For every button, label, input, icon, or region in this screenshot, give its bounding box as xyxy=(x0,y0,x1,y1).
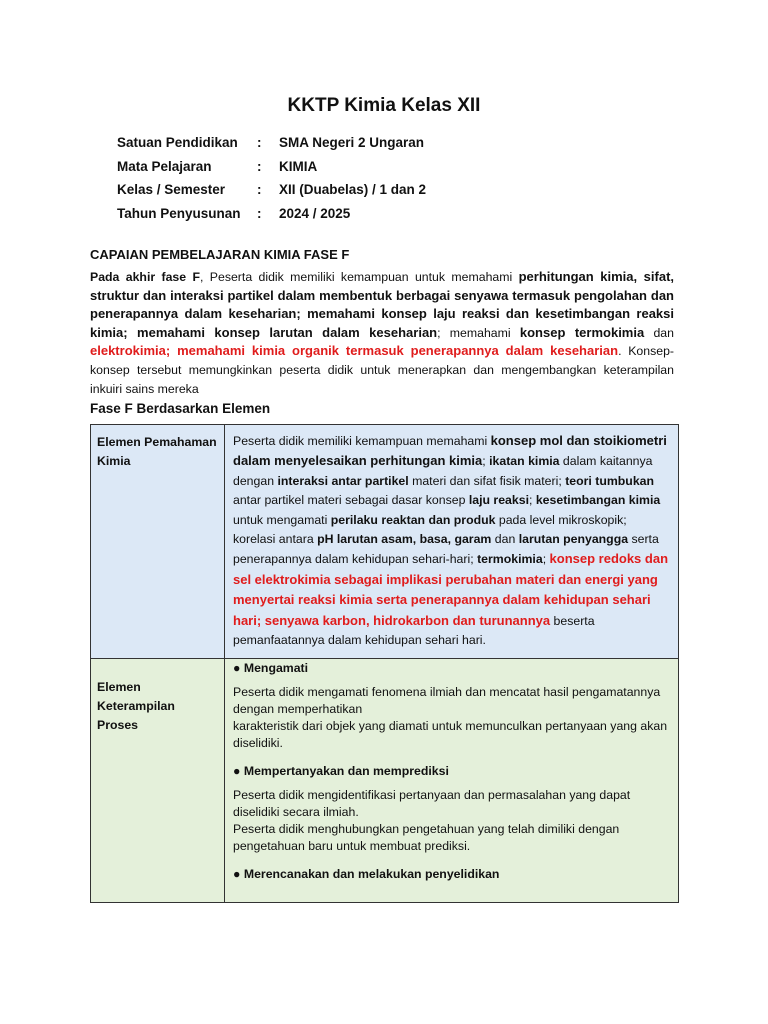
paragraph xyxy=(233,684,670,752)
cell-bold: teori tumbukan xyxy=(565,473,655,488)
element-label: Elemen Pemahaman Kimia xyxy=(91,425,225,659)
cell-highlight: konsep redoks dan sel elektrokimia sebagai implikasi perubahan materi dan energi yang menyertai reaksi kimia serta penerapannya dalam kehidupan sehari hari; senyawa karbon, hidrokarbon dan turunannya xyxy=(233,551,669,628)
sub-heading: Fase F Berdasarkan Elemen xyxy=(90,401,271,416)
cell-text: serta penerapannya dalam kehidupan sehari-hari; xyxy=(233,532,659,567)
cell-text: ; xyxy=(542,552,550,567)
cell-text: dalam kaitannya dengan xyxy=(233,454,653,488)
meta-label: Tahun Penyusunan xyxy=(117,205,241,221)
cell-text: materi dan sifat fisik materi; xyxy=(408,473,566,488)
meta-value: KIMIA xyxy=(279,158,318,174)
section-heading: CAPAIAN PEMBELAJARAN KIMIA FASE F xyxy=(90,247,350,262)
meta-colon: : xyxy=(257,182,262,198)
cell-text: untuk mengamati xyxy=(233,512,331,527)
document-title: KKTP Kimia Kelas XII xyxy=(287,95,481,116)
meta-row-tahun xyxy=(117,202,426,226)
meta-value: 2024 / 2025 xyxy=(279,205,351,221)
cell-text: Peserta didik memiliki kemampuan memahami xyxy=(233,434,491,448)
table-row-keterampilan xyxy=(91,659,679,903)
paragraph-line: Peserta didik menghubungkan pengetahuan yang telah dimiliki dengan pengetahuan baru untuk membuat prediksi. xyxy=(233,822,620,854)
meta-row-satuan xyxy=(117,131,426,155)
element-label xyxy=(91,659,225,903)
table-row-pemahaman xyxy=(91,425,679,659)
meta-label: Kelas / Semester xyxy=(117,182,226,198)
cell-bold: interaksi antar partikel xyxy=(277,473,409,488)
meta-label: Satuan Pendidikan xyxy=(117,135,238,151)
cell-text: ; xyxy=(482,454,490,469)
cp-text: . Konsep-konsep tersebut memungkinkan peserta didik untuk menerapkan dan mengembangkan keterampilan inkuiri sains mereka xyxy=(90,344,674,396)
cell-text: dan xyxy=(491,532,519,547)
cp-text: ; memahami xyxy=(437,325,520,340)
cell-text: pada level mikroskopik; korelasi antara xyxy=(233,512,627,547)
cell-text: antar partikel materi sebagai dasar konsep xyxy=(233,493,469,508)
cp-text: , Peserta didik memiliki kemampuan untuk memahami xyxy=(200,270,519,284)
cell-bold: pH larutan asam, basa, garam xyxy=(317,532,492,547)
cp-highlight: elektrokimia; memahami kimia organik termasuk penerapannya dalam keseharian xyxy=(90,343,619,359)
paragraph xyxy=(233,787,670,855)
cp-bold: perhitungan kimia, sifat, struktur dan interaksi partikel dalam membentuk berbagai senyawa termasuk pengolahan dan penerapannya dalam keseharian; memahami konsep laju reaksi dan kesetimbangan reaksi kimia; memahami konsep larutan dalam keseharian xyxy=(90,269,675,340)
paragraph-line: Peserta didik mengamati fenomena ilmiah dan mencatat hasil pengamatannya dengan memperhatikan xyxy=(233,685,661,717)
cell-bold: konsep mol dan stoikiometri dalam menyelesaikan perhitungan kimia xyxy=(233,433,667,469)
meta-label: Mata Pelajaran xyxy=(117,158,212,174)
meta-row-kelas xyxy=(117,178,426,202)
cell-bold: termokimia xyxy=(477,552,543,567)
cell-text: ; xyxy=(529,493,536,508)
element-content xyxy=(225,659,679,903)
element-label-text: Elemen Keterampilan Proses xyxy=(97,680,175,733)
cp-lead: Pada akhir fase F xyxy=(90,270,200,284)
paragraph-line: karakteristik dari objek yang diamati untuk memunculkan pertanyaan yang akan diselidiki. xyxy=(233,719,668,751)
meta-colon: : xyxy=(257,205,262,221)
cell-bold: laju reaksi xyxy=(468,493,529,508)
capaian-paragraph xyxy=(90,268,674,398)
element-table xyxy=(90,424,679,903)
bullet-heading: ● Merencanakan dan melakukan penyelidikan xyxy=(233,867,500,882)
cp-bold: konsep termokimia xyxy=(519,324,645,340)
cell-text: beserta pemanfaatannya dalam kehidupan sehari hari. xyxy=(233,613,595,648)
cell-bold: kesetimbangan kimia xyxy=(535,493,661,508)
identity-block xyxy=(117,131,426,225)
cell-bold: ikatan kimia xyxy=(489,454,560,469)
paragraph-line: Peserta didik mengidentifikasi pertanyaan dan permasalahan yang dapat diselidiki secara ilmiah. xyxy=(233,788,631,820)
element-content xyxy=(225,425,679,659)
meta-row-mapel xyxy=(117,155,426,179)
bullet-heading: ● Mempertanyakan dan memprediksi xyxy=(233,764,449,779)
cell-bold: perilaku reaktan dan produk xyxy=(330,512,496,527)
cell-bold: larutan penyangga xyxy=(518,532,629,547)
cp-text: dan xyxy=(644,325,674,340)
meta-colon: : xyxy=(257,158,262,174)
meta-colon: : xyxy=(257,135,262,151)
meta-value: SMA Negeri 2 Ungaran xyxy=(279,135,425,151)
bullet-heading: ● Mengamati xyxy=(233,661,309,676)
meta-value: XII (Duabelas) / 1 dan 2 xyxy=(279,182,427,198)
